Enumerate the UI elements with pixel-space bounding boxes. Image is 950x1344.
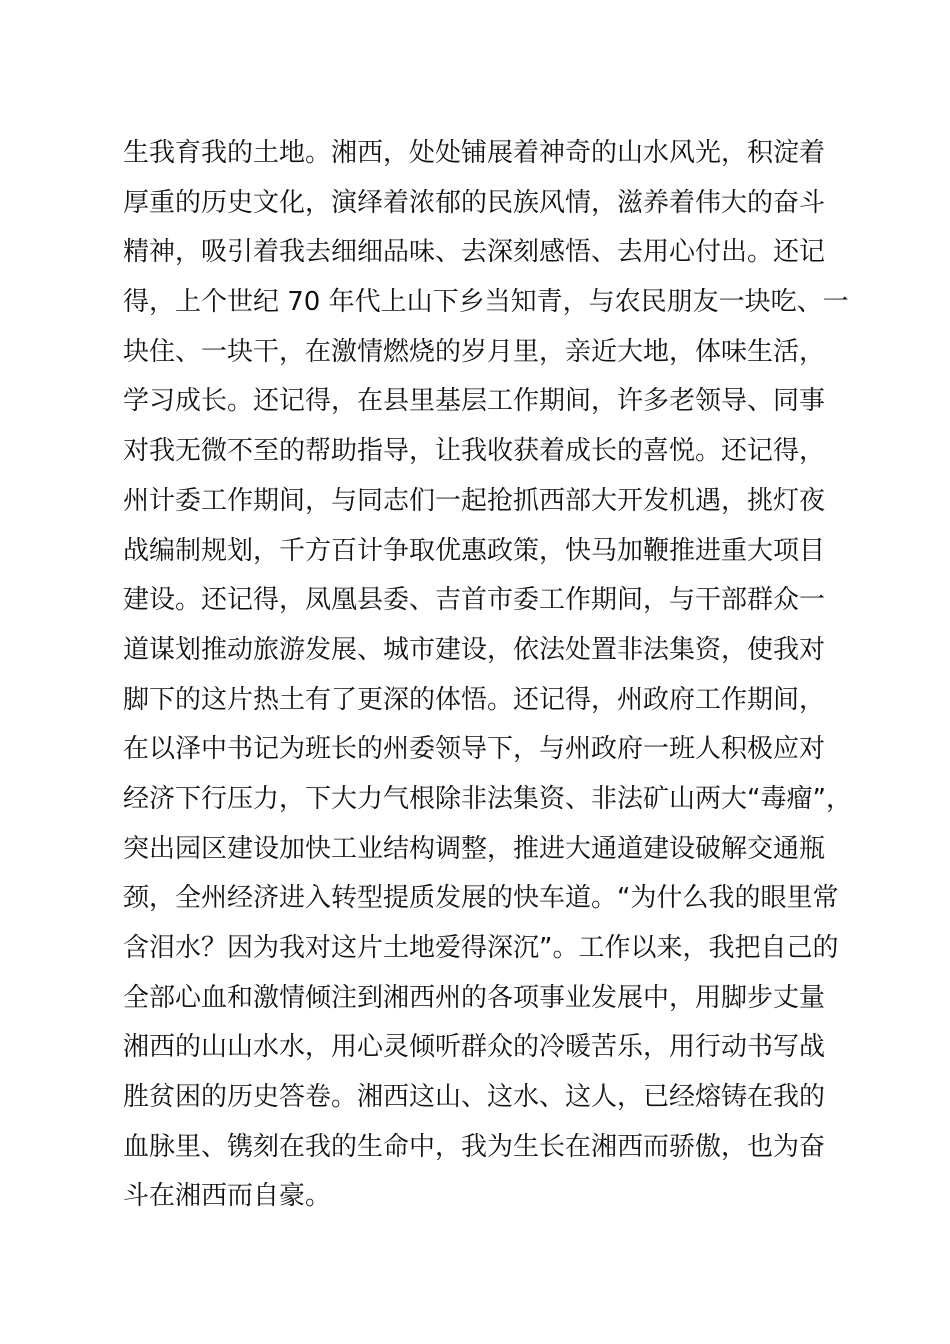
text-line: 厚重的历史文化，演绎着浓郁的民族风情，滋养着伟大的奋斗	[123, 187, 826, 218]
text-line: 道谋划推动旅游发展、城市建设，依法处置非法集资，使我对	[123, 634, 826, 665]
text-line: 建设。还记得，凤凰县委、吉首市委工作期间，与干部群众一	[123, 585, 826, 616]
text-line: 精神，吸引着我去细细品味、去深刻感悟、去用心付出。还记	[123, 237, 826, 268]
text-line: 含泪水？因为我对这片土地爱得深沉”。工作以来，我把自己的	[123, 933, 839, 963]
text-line: 突出园区建设加快工业结构调整，推进大通道建设破解交通瓶	[123, 833, 826, 864]
text-line: 血脉里、镌刻在我的生命中，我为生长在湘西而骄傲，也为奋	[123, 1131, 826, 1162]
text-line: 块住、一块干，在激情燃烧的岁月里，亲近大地，体味生活，	[123, 336, 826, 367]
text-line: 斗在湘西而自豪。	[123, 1181, 332, 1212]
text-line: 脚下的这片热土有了更深的体悟。还记得，州政府工作期间，	[123, 684, 826, 715]
text-line: 在以泽中书记为班长的州委领导下，与州政府一班人积极应对	[123, 734, 826, 765]
text-line: 州计委工作期间，与同志们一起抢抓西部大开发机遇，挑灯夜	[123, 485, 826, 516]
text-line: 对我无微不至的帮助指导，让我收获着成长的喜悦。还记得，	[123, 436, 826, 467]
text-line: 经济下行压力，下大力气根除非法集资、非法矿山两大“毒瘤”，	[123, 783, 852, 814]
text-line: 战编制规划，千方百计争取优惠政策，快马加鞭推进重大项目	[123, 535, 826, 566]
body-paragraph	[123, 129, 863, 1222]
text-line: 湘西的山山水水，用心灵倾听群众的冷暖苦乐，用行动书写战	[123, 1032, 826, 1063]
text-line: 生我育我的土地。湘西，处处铺展着神奇的山水风光，积淀着	[123, 138, 826, 168]
text-line: 得，上个世纪 70 年代上山下乡当知青，与农民朋友一块吃、一	[123, 287, 849, 318]
text-line: 颈，全州经济进入转型提质发展的快车道。“为什么我的眼里常	[123, 883, 839, 914]
text-line: 胜贫困的历史答卷。湘西这山、这水、这人，已经熔铸在我的	[123, 1082, 826, 1113]
text-line: 全部心血和激情倾注到湘西州的各项事业发展中，用脚步丈量	[123, 982, 826, 1013]
text-line: 学习成长。还记得，在县里基层工作期间，许多老领导、同事	[123, 386, 826, 417]
